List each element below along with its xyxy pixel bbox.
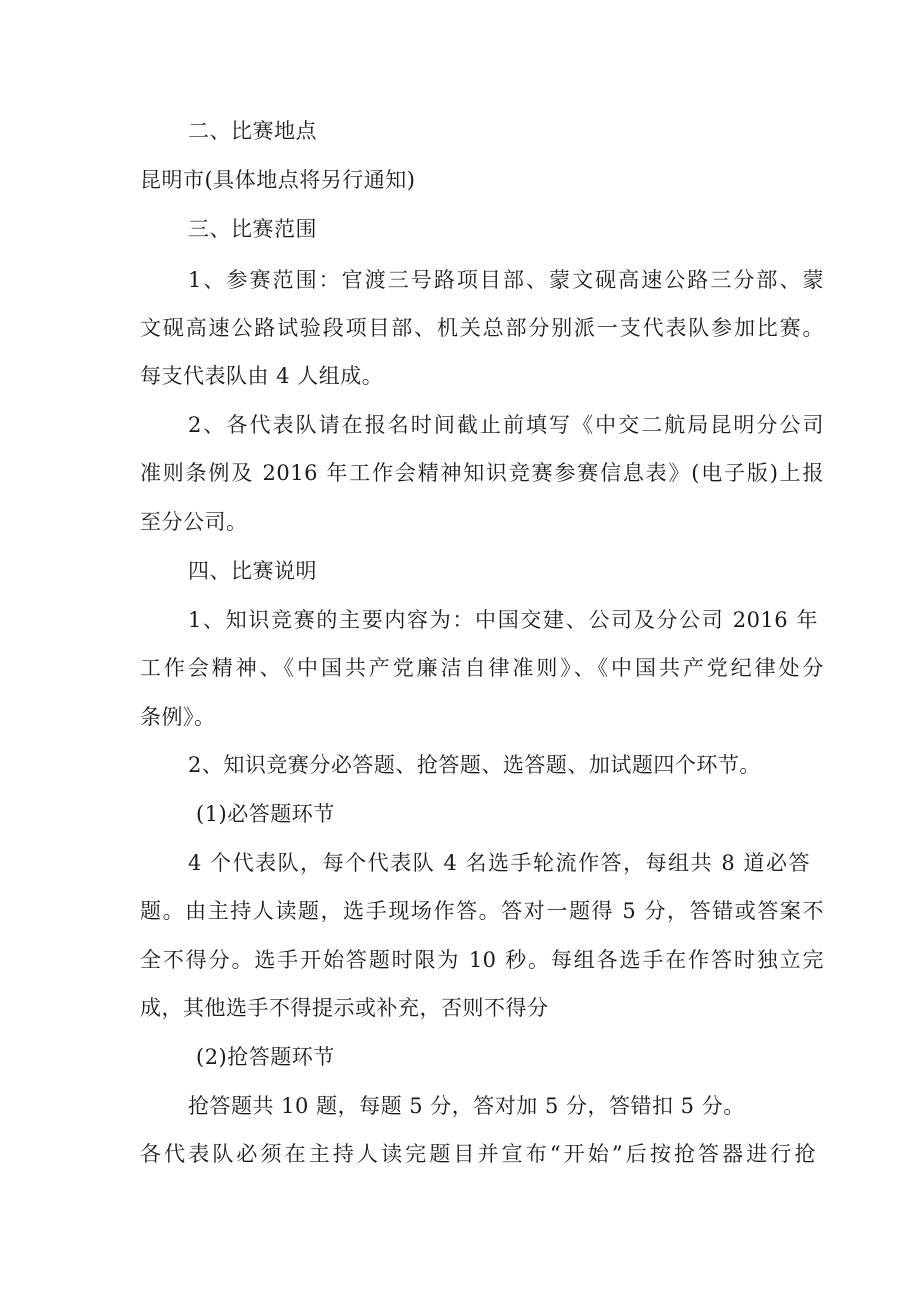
- subsection-heading-rush: (2)抢答题环节: [196, 1045, 335, 1069]
- section-heading-location: 二、比赛地点: [188, 119, 317, 143]
- paragraph-line: 昆明市(具体地点将另行通知): [140, 168, 416, 192]
- paragraph-line: 每支代表队由 4 人组成。: [140, 364, 384, 388]
- section-heading-scope: 三、比赛范围: [188, 217, 317, 241]
- paragraph-line: 条例》。: [140, 705, 216, 729]
- paragraph-line: 文砚高速公路试验段项目部、机关总部分别派一支代表队参加比赛。: [140, 316, 824, 340]
- paragraph-line: 2、各代表队请在报名时间截止前填写《中交二航局昆明分公司: [188, 413, 824, 437]
- paragraph-line: 题。由主持人读题，选手现场作答。答对一题得 5 分，答错或答案不: [140, 899, 824, 923]
- paragraph-line: 1、参赛范围：官渡三号路项目部、蒙文砚高速公路三分部、蒙: [188, 268, 824, 292]
- paragraph-line: 准则条例及 2016 年工作会精神知识竞赛参赛信息表》(电子版)上报: [140, 461, 824, 485]
- section-heading-description: 四、比赛说明: [188, 559, 317, 583]
- subsection-heading-required: (1)必答题环节: [196, 802, 335, 826]
- paragraph-line: 4 个代表队，每个代表队 4 名选手轮流作答，每组共 8 道必答: [188, 851, 810, 875]
- paragraph-line: 至分公司。: [140, 510, 248, 534]
- paragraph-line: 2、知识竞赛分必答题、抢答题、选答题、加试题四个环节。: [188, 753, 761, 777]
- paragraph-line: 各代表队必须在主持人读完题目并宣布“开始”后按抢答器进行抢: [140, 1142, 816, 1166]
- paragraph-line: 抢答题共 10 题，每题 5 分，答对加 5 分，答错扣 5 分。: [188, 1094, 745, 1118]
- paragraph-line: 成，其他选手不得提示或补充，否则不得分: [140, 996, 549, 1020]
- paragraph-line: 全不得分。选手开始答题时限为 10 秒。每组各选手在作答时独立完: [140, 948, 824, 972]
- paragraph-line: 1、知识竞赛的主要内容为：中国交建、公司及分公司 2016 年: [188, 608, 818, 632]
- paragraph-line: 工作会精神、《中国共产党廉洁自律准则》、《中国共产党纪律处分: [140, 656, 824, 680]
